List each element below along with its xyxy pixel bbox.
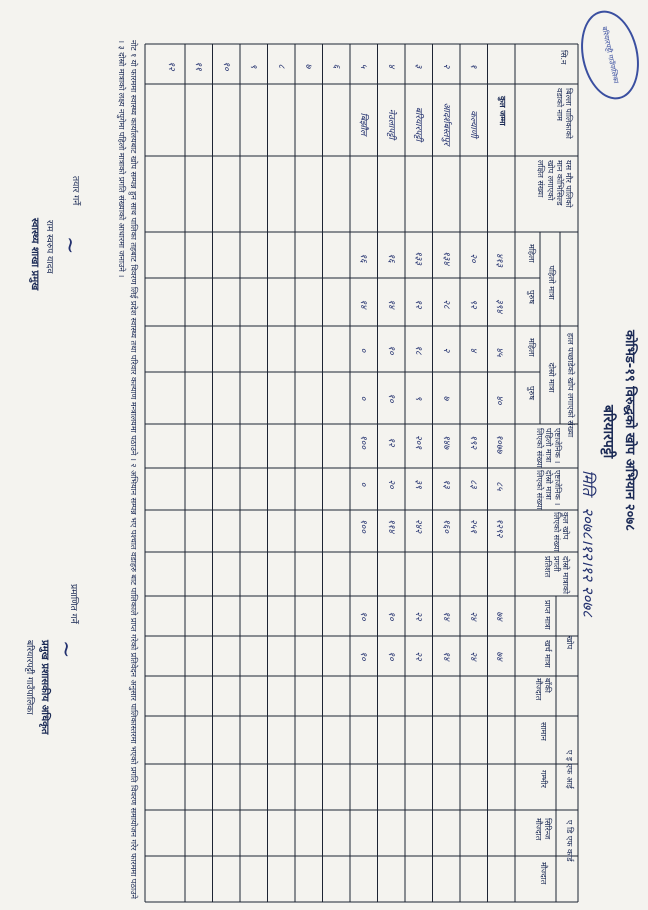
row-9-sn: ९ [248, 63, 259, 69]
row-5-c5: १०० [358, 434, 369, 450]
left-sign-name: राम स्वरुप यादव [44, 220, 54, 274]
row-2-c5: १४७ [441, 434, 451, 450]
col-header-aefi-serious: गम्भीर [539, 770, 548, 788]
row-3-c5: २०१ [413, 434, 424, 450]
footer-note: नोट १ यो फारममा स्वास्थ्य कार्यालयबाट खोप सम्पन्न हुन साथ पालिका तहबाट विवरण लिई प्रदेश स्वास्थ्य तथा परिवार कल्याण मन्त्रालयमा पठाउने । २ अभियान सम्पन्न भए पश्चात वडाहरु बाट पालिकाले प्राप्त गरेको प्रतिवेदन अनुसार पालिकास्तरमा भएको प्रगति विवरण समायोजन गरेर फारममा पठाउने । ३ दोस्रो मात्राको लक्ष्य नपुगेमा पहिलो मात्राको प्रगति संख्याको आधारमा जनाउने । [117, 40, 138, 899]
right-sign-office: बरियारपट्टी गाउँपालिका [24, 640, 34, 715]
date-value: २०७८।१२।१२ २०७८ [579, 507, 597, 617]
row-5-c4: ० [358, 395, 369, 401]
row-4-c6: २० [386, 479, 396, 489]
row-2-s1: १४ [441, 611, 451, 621]
total-3: ४५ [494, 347, 504, 357]
row-7-sn: ७ [303, 63, 314, 69]
row-3-s1: २२ [413, 611, 424, 621]
total-1: ४१३ [494, 252, 504, 268]
col-header-all: कुल खोप लिएको संख्या [551, 512, 570, 552]
row-4-ward: नेउलापट्टी [386, 108, 396, 140]
row-3-sn: ३ [413, 63, 424, 69]
row-5-c2: १४ [358, 299, 369, 309]
row-1-s1: २४ [468, 611, 479, 621]
row-2-c2: २८ [441, 299, 451, 309]
row-5-c7: १०० [358, 518, 369, 534]
row-2-c1: १३४ [441, 250, 451, 266]
group-header-aefi: ए इ एफ आई [565, 750, 574, 789]
document-title: कोभिड-१९ विरुद्धको खोप अभियान २०७८ [622, 330, 637, 531]
total-label: कुल जम्मा [498, 96, 507, 126]
left-sign-label: तयार गर्ने [70, 176, 80, 206]
row-2-c7: १६० [441, 518, 451, 534]
total-4: ४० [494, 395, 504, 405]
row-2-sn: २ [441, 63, 451, 69]
row-10-sn: १० [221, 61, 231, 71]
row-4-c1: १६ [386, 253, 396, 263]
right-signature-scrawl: ~ [53, 640, 78, 659]
row-4-s2: १० [386, 651, 396, 661]
row-2-ward: आदर्शबस्तपुर [441, 102, 451, 146]
row-11-sn: ११ [193, 61, 204, 71]
left-signature-scrawl: ~ [57, 236, 82, 255]
col-header-received: प्राप्त मात्रा [543, 600, 552, 630]
stamp-text: बरियारपट्टी गाउँपालिका [600, 25, 620, 85]
right-sign-label: प्रमाणित गर्ने [68, 584, 78, 624]
group-header-dose: हाल पच्छाडेको खोप लगाएको संख्या [566, 332, 575, 438]
col-header-sn: सि.न [559, 50, 568, 65]
row-1-c1: २० [468, 253, 479, 263]
row-3-c6: ३९ [413, 479, 424, 489]
row-5-c6: ० [358, 481, 369, 487]
row-2-c4: ७ [441, 395, 451, 401]
row-12-sn: १२ [166, 61, 176, 71]
col-header-pct: दोस्रो मात्राको प्रगती प्रतिशत [542, 556, 570, 594]
row-3-ward: बरियारपट्टी [413, 106, 424, 142]
row-5-s1: १० [358, 611, 369, 621]
total-6: ८५ [494, 481, 504, 491]
row-1-c6: ८३ [468, 479, 479, 489]
row-4-c7: ११४ [386, 518, 396, 534]
row-5-c3: ० [358, 347, 369, 353]
row-4-sn: ४ [386, 63, 396, 69]
total-5: १०७७ [494, 434, 504, 454]
row-4-c4: १० [386, 393, 396, 403]
total-2: ३९४ [494, 298, 504, 314]
row-5-sn: ५ [358, 63, 369, 69]
row-6-sn: ६ [331, 63, 341, 69]
total-stock-2: ७४ [494, 651, 504, 661]
row-4-s1: १० [386, 611, 396, 621]
row-1-c3: ४ [468, 347, 479, 353]
col-header-remaining: बाँकी मौज्दात [533, 678, 552, 701]
col-header-second-total: एष्टाजेनिक । दोस्रो मात्रा लिएको संख्या [534, 470, 562, 510]
row-5-ward: बिझौल [358, 112, 369, 136]
date-label: मिति [579, 470, 597, 496]
total-7: १२९२ [494, 518, 504, 538]
col-header-ad-stock: सिरिन्ज मौज्दात [533, 818, 552, 841]
right-sign-name: प्रमुख प्रशासकीय अधिकृत [39, 640, 50, 735]
group-header-first: पहिलो मात्रा [547, 265, 556, 300]
row-1-c5: १९२ [468, 434, 479, 450]
group-header-second: दोस्रो मात्रा [547, 362, 556, 393]
col-header-ad-stock2: मौज्दात [539, 862, 548, 885]
row-3-c4: ९ [413, 395, 424, 401]
row-3-s2: २२ [413, 651, 424, 661]
col-header-used: खर्च मात्रा [543, 640, 552, 668]
row-3-c1: १३३ [413, 250, 424, 266]
row-4-c3: १० [386, 345, 396, 355]
row-8-sn: ८ [276, 63, 286, 69]
row-4-c5: १२ [386, 437, 396, 447]
col-header-female: महिला [527, 244, 536, 263]
col-header-first-total: एष्टाजेनिक । पहिलो मात्रा लिएको संख्या [534, 428, 562, 468]
group-header-ad: ए डि एफ कार्ड [565, 820, 574, 862]
row-1-sn: १ [468, 63, 479, 69]
col-header-target: यस मौर पालिको मान कोभिसिल्ड खोप लगाएको लक्षित संख्या [536, 160, 573, 208]
col-header-female2: महिला [527, 338, 536, 357]
col-header-male2: पुरुष [527, 386, 536, 400]
row-1-s2: २४ [468, 651, 479, 661]
left-sign-title: स्वास्थ्य शाखा प्रमुख [29, 218, 40, 291]
col-header-ward: बिल्ला पालिकाको वडाको नाम [554, 88, 573, 139]
total-stock-1: ७४ [494, 611, 504, 621]
row-1-c7: २५१ [468, 518, 479, 534]
row-5-s2: १० [358, 651, 369, 661]
group-header-vaccine: खोप [565, 636, 574, 650]
row-1-c2: ९२ [468, 299, 479, 309]
row-2-s2: १४ [441, 651, 451, 661]
row-3-c2: १२ [413, 299, 424, 309]
row-4-c2: १४ [386, 299, 396, 309]
row-1-ward: कल्याणी [468, 110, 479, 138]
col-header-male: पुरुष [527, 290, 536, 304]
municipality-name: बरियारपट्टी [600, 405, 616, 459]
row-2-c3: २ [441, 347, 451, 353]
row-2-c6: १३ [441, 479, 451, 489]
row-5-c1: १६ [358, 253, 369, 263]
row-3-c7: २४२ [413, 518, 424, 534]
row-3-c3: १८ [413, 345, 424, 355]
col-header-aefi-materials: सामान [539, 722, 548, 741]
